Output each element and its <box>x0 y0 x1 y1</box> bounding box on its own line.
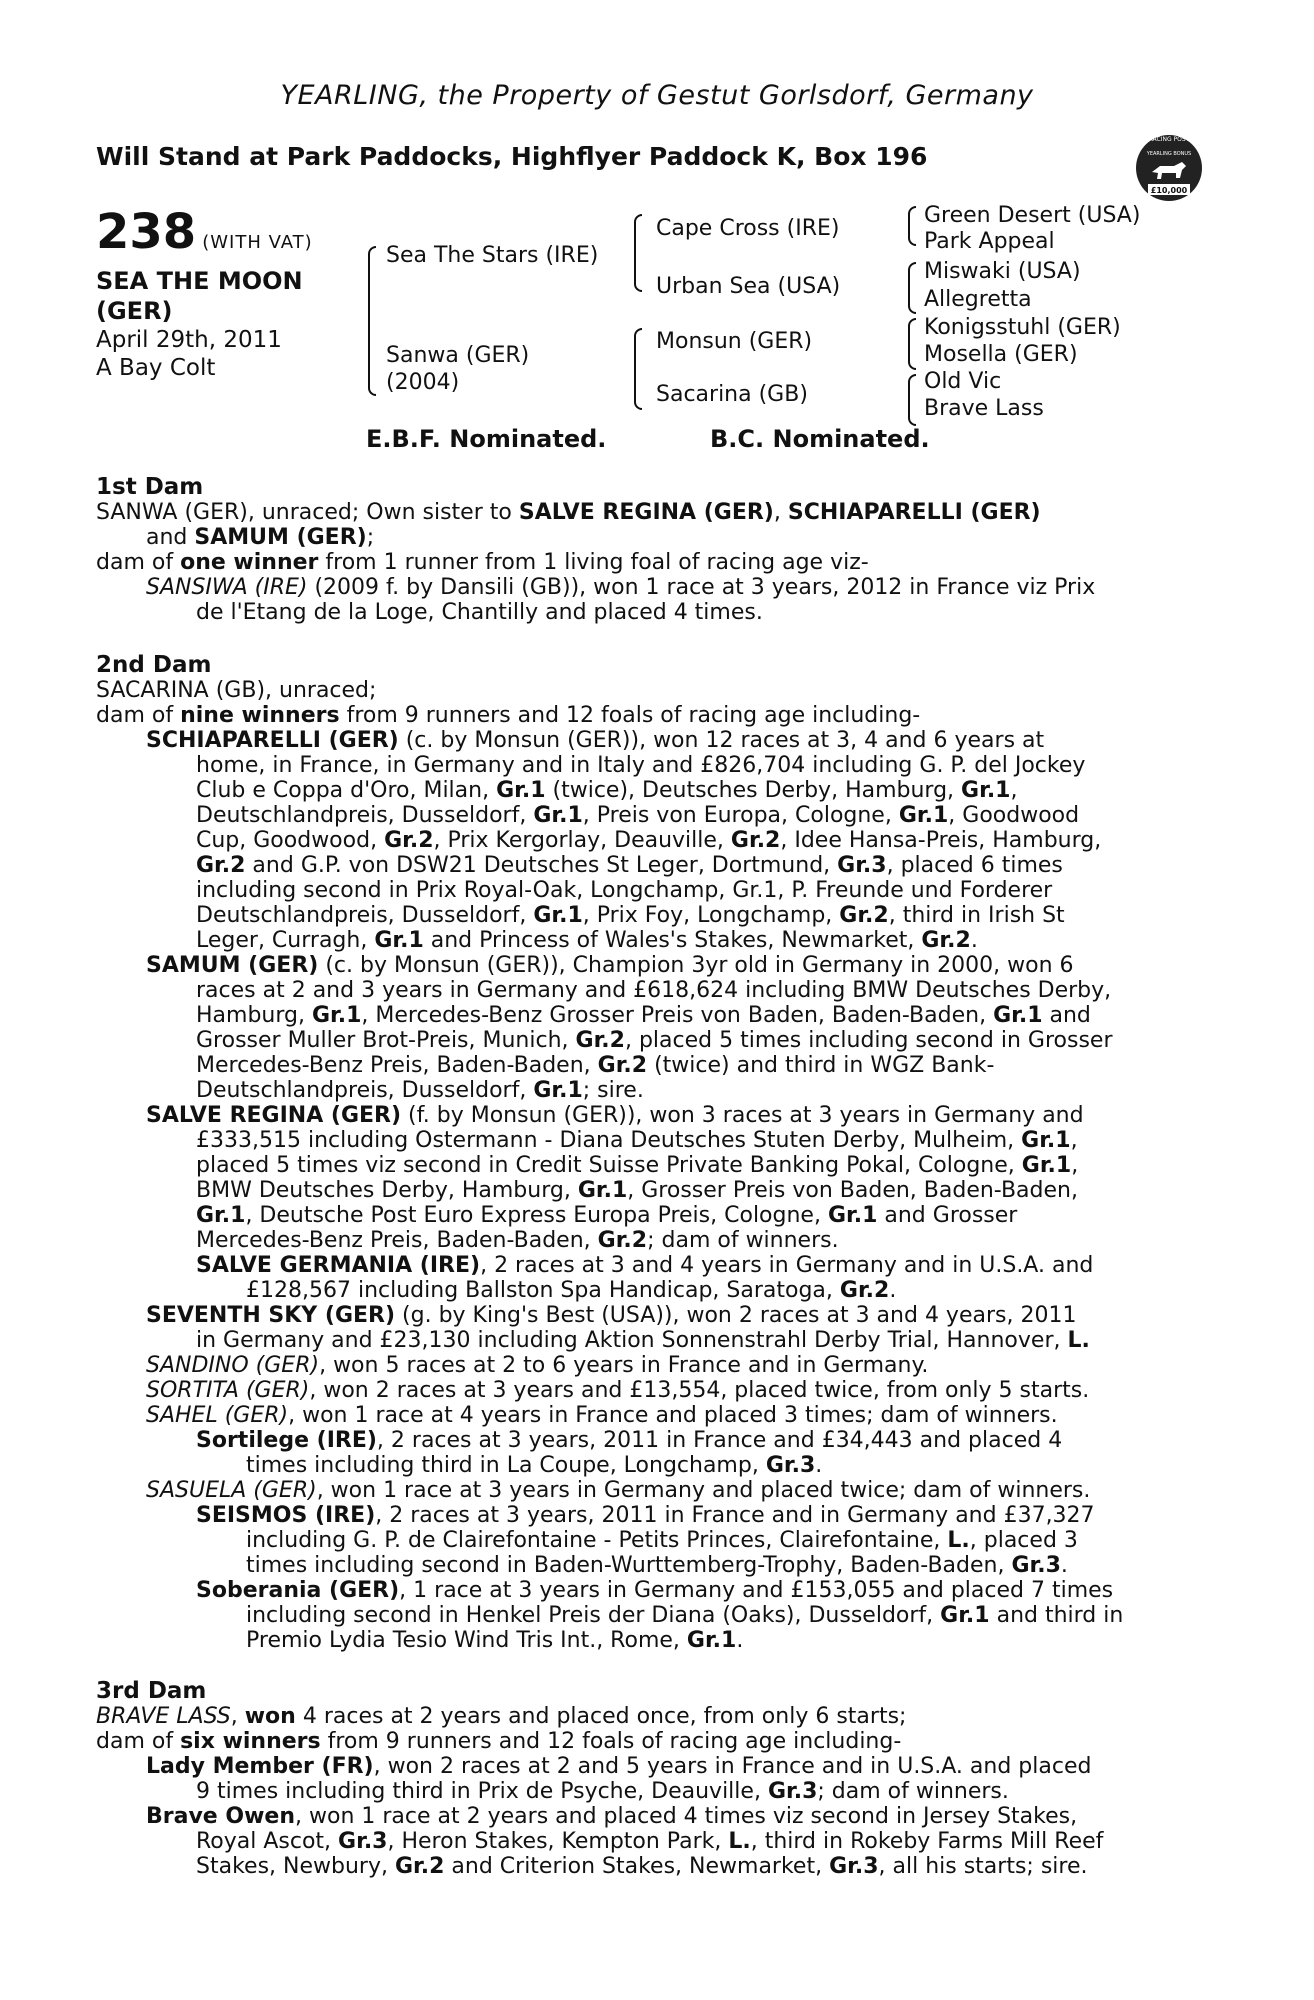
second-dam-line: BMW Deutsches Derby, Hamburg, Gr.1, Grosser Preis von Baden, Baden-Baden, <box>196 1178 1078 1203</box>
third-dam-line: dam of six winners from 9 runners and 12 foals of racing age including- <box>96 1729 902 1754</box>
first-dam-line: dam of one winner from 1 runner from 1 living foal of racing age viz- <box>96 550 869 575</box>
second-dam-line: Mercedes-Benz Preis, Baden-Baden, Gr.2 (twice) and third in WGZ Bank- <box>196 1053 995 1078</box>
second-dam-line: SALVE REGINA (GER) (f. by Monsun (GER)), won 3 races at 3 years in Germany and <box>146 1103 1084 1128</box>
pedigree-gen3-1: Green Desert (USA) <box>924 203 1141 228</box>
second-dam-line: SASUELA (GER), won 1 race at 3 years in Germany and placed twice; dam of winners. <box>146 1478 1091 1503</box>
second-dam-line: including second in Prix Royal-Oak, Longchamp, Gr.1, P. Freunde und Forderer <box>196 878 1053 903</box>
first-dam-line: SANWA (GER), unraced; Own sister to SALVE REGINA (GER), SCHIAPARELLI (GER) <box>96 500 1041 525</box>
pedigree-gen3-7: Old Vic <box>924 369 1002 394</box>
second-dam-line: Premio Lydia Tesio Wind Tris Int., Rome, Gr.1. <box>246 1628 744 1653</box>
second-dam-title: 2nd Dam <box>96 652 212 678</box>
pedigree-gen3-8: Brave Lass <box>924 396 1044 421</box>
second-dam-line: times including third in La Coupe, Longchamp, Gr.3. <box>246 1453 823 1478</box>
second-dam-line: in Germany and £23,130 including Aktion Sonnenstrahl Derby Trial, Hannover, L. <box>196 1328 1090 1353</box>
second-dam-line: Deutschlandpreis, Dusseldorf, Gr.1, Prix Foy, Longchamp, Gr.2, third in Irish St <box>196 903 1065 928</box>
second-dam-line: SCHIAPARELLI (GER) (c. by Monsun (GER)), won 12 races at 3, 4 and 6 years at <box>146 728 1045 753</box>
second-dam-line: Grosser Muller Brot-Preis, Munich, Gr.2, placed 5 times including second in Grosser <box>196 1028 1113 1053</box>
pedigree-gen3-5: Konigsstuhl (GER) <box>924 315 1121 340</box>
second-dam-line: SORTITA (GER), won 2 races at 3 years and £13,554, placed twice, from only 5 starts. <box>146 1378 1090 1403</box>
foaling-date: April 29th, 2011 <box>96 327 282 353</box>
horse-name-line2: (GER) <box>96 297 173 325</box>
badge-top-text: RACING POST <box>1148 136 1190 143</box>
second-dam-line: SALVE GERMANIA (IRE), 2 races at 3 and 4 years in Germany and in U.S.A. and <box>196 1253 1094 1278</box>
second-dam-line: SACARINA (GB), unraced; <box>96 678 377 703</box>
lot-info <box>96 204 313 382</box>
stand-location: Will Stand at Park Paddocks, Highflyer Paddock K, Box 196 <box>96 142 928 171</box>
second-dam-line: times including second in Baden-Wurttemberg-Trophy, Baden-Baden, Gr.3. <box>246 1553 1068 1578</box>
second-dam-line: Gr.2 and G.P. von DSW21 Deutsches St Leger, Dortmund, Gr.3, placed 6 times <box>196 853 1063 878</box>
second-dam-line: dam of nine winners from 9 runners and 12 foals of racing age including- <box>96 703 921 728</box>
ebf-nominated: E.B.F. Nominated. <box>366 425 607 453</box>
second-dam-line: races at 2 and 3 years in Germany and £618,624 including BMW Deutsches Derby, <box>196 978 1112 1003</box>
second-dam-line: including G. P. de Clairefontaine - Petits Princes, Clairefontaine, L., placed 3 <box>246 1528 1078 1553</box>
second-dam-line: placed 5 times viz second in Credit Suisse Private Banking Pokal, Cologne, Gr.1, <box>196 1153 1079 1178</box>
second-dam-line: SANDINO (GER), won 5 races at 2 to 6 years in France and in Germany. <box>146 1353 929 1378</box>
second-dam-line: Deutschlandpreis, Dusseldorf, Gr.1, Preis von Europa, Cologne, Gr.1, Goodwood <box>196 803 1080 828</box>
pedigree-brace-dam <box>634 328 642 410</box>
third-dam-line: Brave Owen, won 1 race at 2 years and placed 4 times viz second in Jersey Stakes, <box>146 1804 1078 1829</box>
pedigree-sire-dam: Urban Sea (USA) <box>656 274 841 299</box>
pedigree-gen3-2: Park Appeal <box>924 229 1055 254</box>
first-dam-line: SANSIWA (IRE) (2009 f. by Dansili (GB)), won 1 race at 3 years, 2012 in France viz Prix <box>146 575 1096 600</box>
third-dam-line: 9 times including third in Prix de Psyche, Deauville, Gr.3; dam of winners. <box>196 1779 1009 1804</box>
pedigree-gen3-6: Mosella (GER) <box>924 342 1078 367</box>
second-dam-line: Club e Coppa d'Oro, Milan, Gr.1 (twice), Deutsches Derby, Hamburg, Gr.1, <box>196 778 1018 803</box>
third-dam-line: Lady Member (FR), won 2 races at 2 and 5 years in France and in U.S.A. and placed <box>146 1754 1092 1779</box>
pedigree-brace-g2 <box>908 262 916 314</box>
horse-name-line1: SEA THE MOON <box>96 267 303 295</box>
second-dam-line: including second in Henkel Preis der Diana (Oaks), Dusseldorf, Gr.1 and third in <box>246 1603 1124 1628</box>
lot-vat: (WITH VAT) <box>202 232 313 253</box>
pedigree-brace-g4 <box>908 374 916 426</box>
second-dam-line: SEVENTH SKY (GER) (g. by King's Best (USA)), won 2 races at 3 and 4 years, 2011 <box>146 1303 1077 1328</box>
horse-sex: A Bay Colt <box>96 355 216 381</box>
third-dam-line: Stakes, Newbury, Gr.2 and Criterion Stakes, Newmarket, Gr.3, all his starts; sire. <box>196 1854 1088 1879</box>
third-dam-line: BRAVE LASS, won 4 races at 2 years and placed once, from only 6 starts; <box>96 1704 907 1729</box>
first-dam-line: de l'Etang de la Loge, Chantilly and placed 4 times. <box>196 600 763 625</box>
second-dam-line: SEISMOS (IRE), 2 races at 3 years, 2011 in France and in Germany and £37,327 <box>196 1503 1095 1528</box>
pedigree-brace-g3 <box>908 318 916 370</box>
badge-mid-text: YEARLING BONUS <box>1146 151 1192 157</box>
second-dam-line: Cup, Goodwood, Gr.2, Prix Kergorlay, Deauville, Gr.2, Idee Hansa-Preis, Hamburg, <box>196 828 1102 853</box>
lot-number: 238 <box>96 204 197 260</box>
second-dam-line: Deutschlandpreis, Dusseldorf, Gr.1; sire. <box>196 1078 644 1103</box>
pedigree-sire: Sea The Stars (IRE) <box>386 243 599 268</box>
first-dam-title: 1st Dam <box>96 474 204 500</box>
yearling-bonus-badge <box>1134 128 1204 208</box>
pedigree-dam-line1: Sanwa (GER) <box>386 343 530 368</box>
second-dam-line: £333,515 including Ostermann - Diana Deutsches Stuten Derby, Mulheim, Gr.1, <box>196 1128 1078 1153</box>
second-dam-line: Soberania (GER), 1 race at 3 years in Germany and £153,055 and placed 7 times <box>196 1578 1114 1603</box>
second-dam-line: home, in France, in Germany and in Italy and £826,704 including G. P. del Jockey <box>196 753 1086 778</box>
pedigree-dam-line2: (2004) <box>386 370 460 395</box>
badge-amount-text: £10,000 <box>1150 186 1188 195</box>
pedigree-sire-sire: Cape Cross (IRE) <box>656 216 840 241</box>
third-dam-line: Royal Ascot, Gr.3, Heron Stakes, Kempton Park, L., third in Rokeby Farms Mill Reef <box>196 1829 1104 1854</box>
second-dam-line: Gr.1, Deutsche Post Euro Express Europa Preis, Cologne, Gr.1 and Grosser <box>196 1203 1018 1228</box>
second-dam-line: Hamburg, Gr.1, Mercedes-Benz Grosser Preis von Baden, Baden-Baden, Gr.1 and <box>196 1003 1091 1028</box>
first-dam-line: and SAMUM (GER); <box>146 525 375 550</box>
bc-nominated: B.C. Nominated. <box>710 425 930 453</box>
second-dam-line: Mercedes-Benz Preis, Baden-Baden, Gr.2; dam of winners. <box>196 1228 839 1253</box>
second-dam-line: Leger, Curragh, Gr.1 and Princess of Wales's Stakes, Newmarket, Gr.2. <box>196 928 978 953</box>
second-dam-line: £128,567 including Ballston Spa Handicap, Saratoga, Gr.2. <box>246 1278 897 1303</box>
pedigree-gen3-4: Allegretta <box>924 287 1032 312</box>
second-dam-line: SAHEL (GER), won 1 race at 4 years in France and placed 3 times; dam of winners. <box>146 1403 1058 1428</box>
pedigree-dam-sire: Monsun (GER) <box>656 329 813 354</box>
pedigree-brace-g1 <box>908 206 916 246</box>
second-dam-line: Sortilege (IRE), 2 races at 3 years, 2011 in France and £34,443 and placed 4 <box>196 1428 1063 1453</box>
pedigree-dam-dam: Sacarina (GB) <box>656 382 808 407</box>
pedigree-brace-sire <box>634 214 642 292</box>
second-dam-line: SAMUM (GER) (c. by Monsun (GER)), Champion 3yr old in Germany in 2000, won 6 <box>146 953 1074 978</box>
page-title: YEARLING, the Property of Gestut Gorlsdorf, Germany <box>280 80 1034 111</box>
pedigree-brace-gen1 <box>368 246 376 396</box>
pedigree-gen3-3: Miswaki (USA) <box>924 259 1081 284</box>
third-dam-title: 3rd Dam <box>96 1678 207 1704</box>
